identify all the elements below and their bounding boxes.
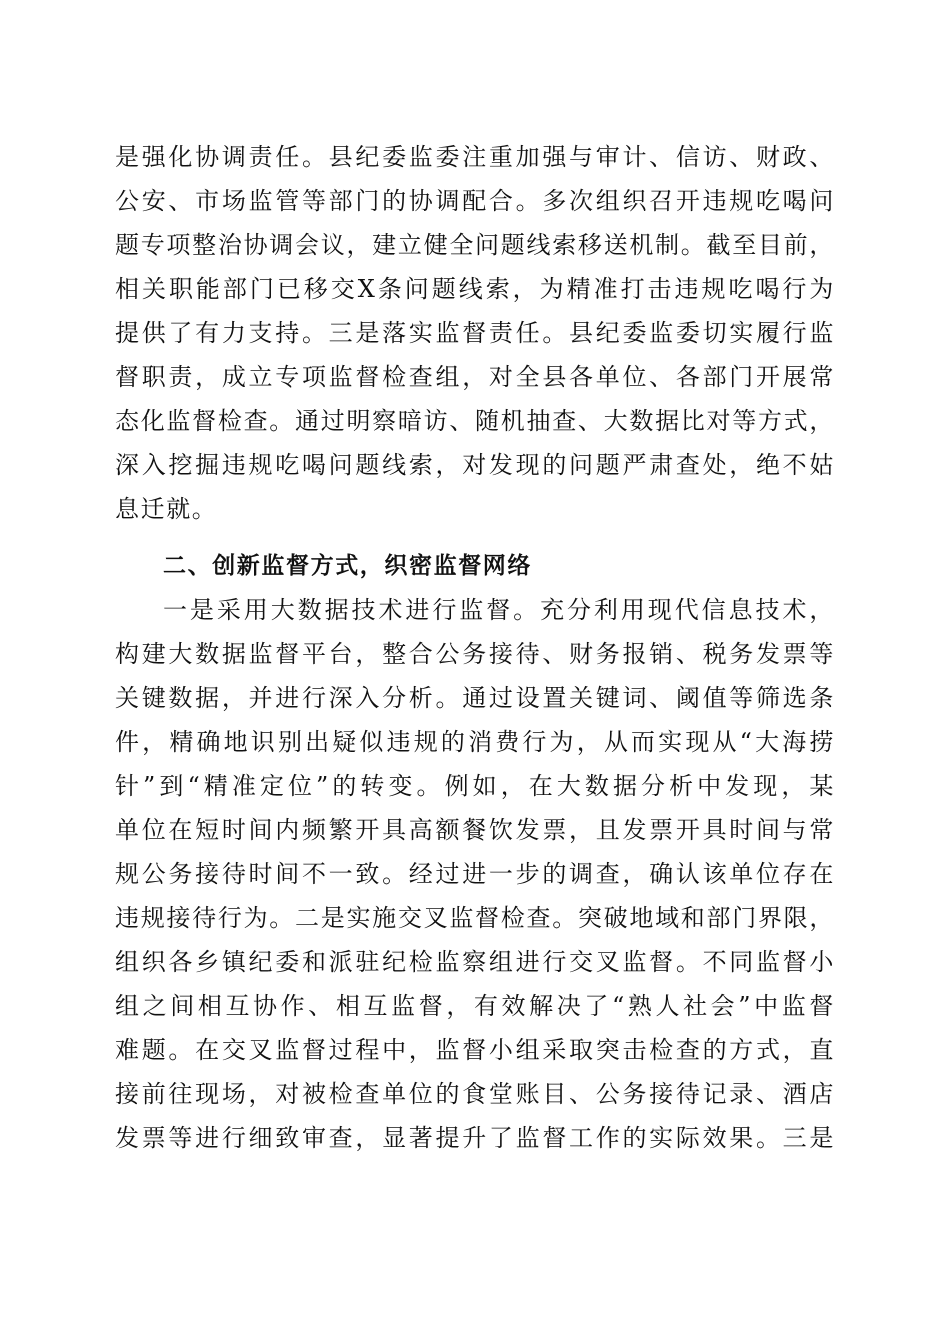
text-line: 深入挖掘违规吃喝问题线索，对发现的问题严肃查处，绝不姑	[115, 451, 835, 479]
paragraph-2	[115, 588, 835, 1160]
text-line: 组织各乡镇纪委和派驻纪检监察组进行交叉监督。不同监督小	[115, 948, 835, 976]
heading-text: 二、创新监督方式，织密监督网络	[163, 553, 532, 579]
text-line-last: 息迁就。	[115, 495, 218, 523]
text-line: 违规接待行为。二是实施交叉监督检查。突破地域和部门界限，	[115, 904, 835, 932]
text-line: 接前往现场，对被检查单位的食堂账目、公务接待记录、酒店	[115, 1080, 835, 1108]
text-line: 相关职能部门已移交X条问题线索，为精准打击违规吃喝行为	[115, 275, 835, 303]
text-line: 督职责，成立专项监督检查组，对全县各单位、各部门开展常	[115, 363, 835, 391]
text-line: 态化监督检查。通过明察暗访、随机抽查、大数据比对等方式，	[115, 407, 835, 435]
text-line: 规公务接待时间不一致。经过进一步的调查，确认该单位存在	[115, 860, 835, 888]
text-line: 公安、市场监管等部门的协调配合。多次组织召开违规吃喝问	[115, 187, 835, 215]
section-heading	[115, 544, 835, 588]
text-line: 组之间相互协作、相互监督，有效解决了“熟人社会”中监督	[115, 992, 835, 1020]
text-line: 单位在短时间内频繁开具高额餐饮发票，且发票开具时间与常	[115, 816, 835, 844]
text-line: 难题。在交叉监督过程中，监督小组采取突击检查的方式，直	[115, 1036, 835, 1064]
text-line: 是强化协调责任。县纪委监委注重加强与审计、信访、财政、	[115, 143, 835, 171]
text-line: 发票等进行细致审查，显著提升了监督工作的实际效果。三是	[115, 1124, 835, 1152]
text-line-first: 一是采用大数据技术进行监督。充分利用现代信息技术，	[163, 596, 835, 624]
paragraph-1	[115, 135, 835, 531]
text-line: 关键数据，并进行深入分析。通过设置关键词、阈值等筛选条	[115, 684, 835, 712]
text-line: 题专项整治协调会议，建立健全问题线索移送机制。截至目前，	[115, 231, 835, 259]
text-line: 件，精确地识别出疑似违规的消费行为，从而实现从“大海捞	[115, 728, 835, 756]
text-line: 针”到“精准定位”的转变。例如，在大数据分析中发现，某	[115, 772, 835, 800]
text-line: 提供了有力支持。三是落实监督责任。县纪委监委切实履行监	[115, 319, 835, 347]
text-line: 构建大数据监督平台，整合公务接待、财务报销、税务发票等	[115, 640, 835, 668]
